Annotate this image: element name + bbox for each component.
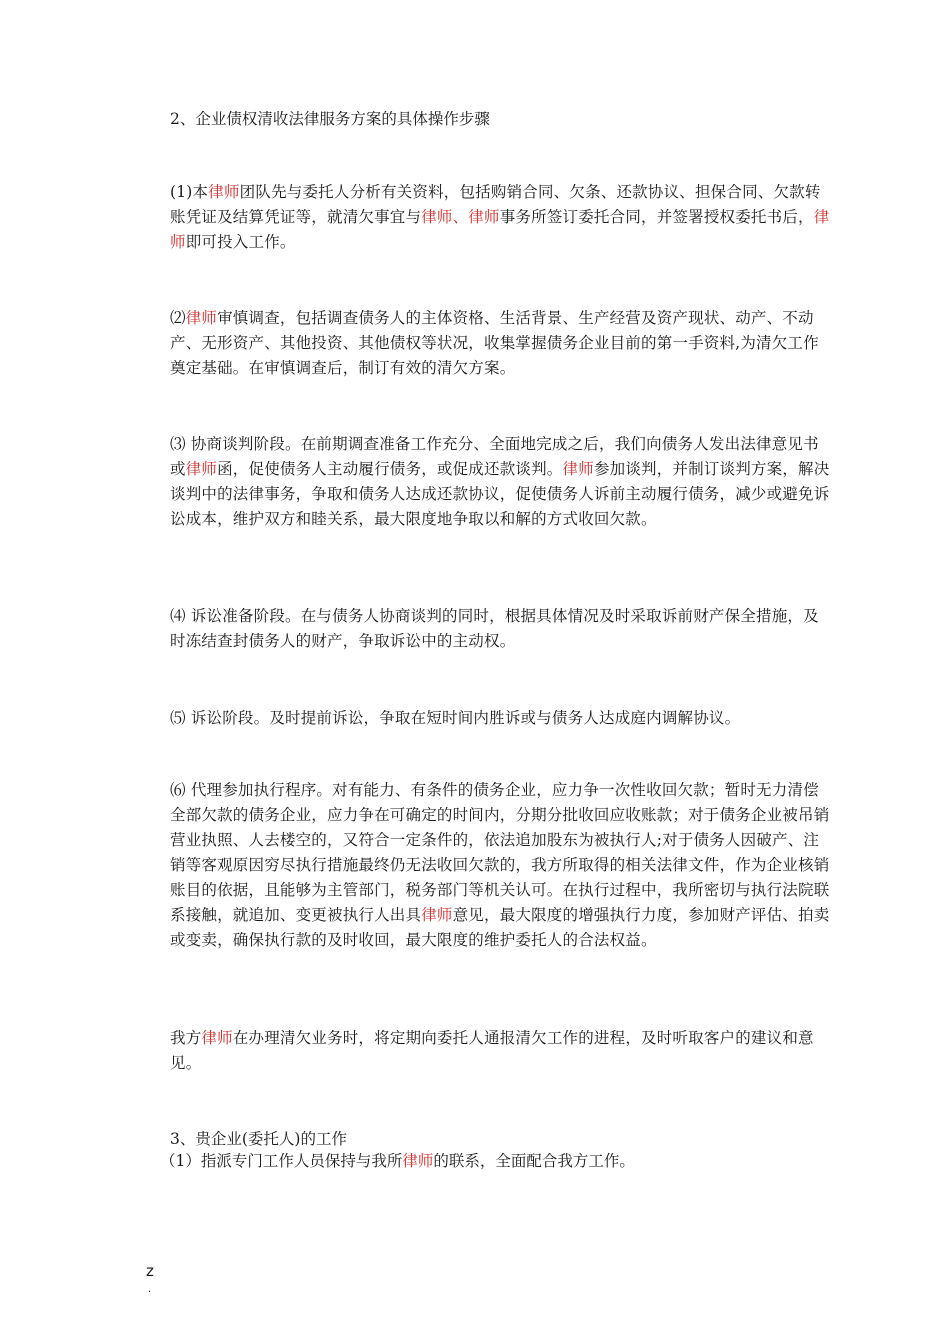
text-segment: 在办理清欠业务时，将定期向委托人通报清欠工作的进程，及时听取客户的建议和意见。 — [170, 1029, 814, 1072]
text-segment: ⑹ 代理参加执行程序。对有能力、有条件的债务企业，应力争一次性收回欠款；暂时无力清偿全部欠款的债务企业，应力争在可确定的时间内，分期分批收回应收账款；对于债务企业被吊销营业执照、人去楼空的，又符合一定条件的，依法追加股东为被执行人;对于债务人因破产、注销等客观原因穷尽执行措施最终仍无法收回欠款的，我方所取得的相关法律文件，作为企业核销账目的依据，且能够为主管部门，税务部门等机关认可。在执行过程中，我所密切与执行法院联系接触，就追加、变更被执行人出具 — [170, 781, 830, 924]
text-segment: 意见，最大限度的增强执行力度，参加财产评估、拍卖或变卖，确保执行款的及时收回，最大限度的维护委托人的合法权益。 — [170, 906, 830, 949]
text-segment: (1)本 — [170, 183, 209, 201]
text-segment: ⑵ — [170, 309, 186, 327]
text-segment: 函，促使债务人主动履行债务，或促成还款谈判。 — [217, 460, 563, 478]
report-paragraph — [170, 1026, 830, 1076]
text-segment: ⑸ 诉讼阶段。及时提前诉讼，争取在短时间内胜诉或与债务人达成庭内调解协议。 — [170, 709, 741, 727]
text-segment: 审慎调查，包括调查债务人的主体资格、生活背景、生产经营及资产现状、动产、不动产、无形资产、其他投资、其他债权等状况，收集掌握债务企业目前的第一手资料,为清欠工作奠定基础。在审慎调查后，制订有效的清欠方案。 — [170, 309, 819, 377]
section-3-item-1 — [160, 1150, 635, 1172]
text-segment: ⑷ 诉讼准备阶段。在与债务人协商谈判的同时，根据具体情况及时采取诉前财产保全措施，及时冻结查封债务人的财产，争取诉讼中的主动权。 — [170, 607, 819, 650]
highlighted-term: 律师、律师 — [421, 208, 500, 226]
footer-mark: z — [146, 1262, 154, 1280]
step-3-paragraph — [170, 432, 830, 532]
footer-dot: . — [148, 1284, 152, 1295]
highlighted-term: 律师 — [185, 309, 218, 327]
section-3-heading: 3、贵企业(委托人)的工作 — [170, 1130, 347, 1148]
highlighted-term: 律师 — [201, 1029, 233, 1047]
step-1-paragraph — [170, 180, 830, 255]
section-2-heading: 2、企业债权清收法律服务方案的具体操作步骤 — [170, 110, 490, 128]
text-segment: 的联系，全面配合我方工作。 — [433, 1152, 635, 1170]
step-4-paragraph — [170, 604, 830, 654]
step-5-paragraph — [170, 706, 830, 731]
step-2-paragraph — [170, 306, 830, 381]
highlighted-term: 律师 — [185, 460, 218, 478]
text-segment: 事务所签订委托合同，并签署授权委托书后， — [499, 208, 814, 226]
step-6-paragraph — [170, 778, 830, 953]
highlighted-term: 律师 — [562, 460, 594, 478]
highlighted-term: 律师 — [208, 183, 240, 201]
highlighted-term: 律师 — [421, 906, 453, 924]
text-segment: 参加谈判，并制订谈判方案，解决谈判中的法律事务，争取和债务人达成还款协议，促使债务人诉前主动履行债务，减少或避免诉讼成本，维护双方和睦关系，最大限度地争取以和解的方式收回欠款。 — [170, 460, 830, 528]
text-segment: 即可投入工作。 — [185, 233, 296, 251]
text-segment: ⑶ 协商谈判阶段。在前期调查准备工作充分、全面地完成之后，我们向债务人发出法律意见书或 — [170, 435, 819, 478]
highlighted-term: 律师 — [170, 208, 830, 251]
text-segment: 我方 — [170, 1029, 202, 1047]
text-segment: 团队先与委托人分析有关资料，包括购销合同、欠条、还款协议、担保合同、欠款转账凭证及结算凭证等，就清欠事宜与 — [170, 183, 821, 226]
highlighted-term: 律师 — [402, 1152, 434, 1170]
text-segment: （1）指派专门工作人员保持与我所 — [160, 1152, 403, 1170]
